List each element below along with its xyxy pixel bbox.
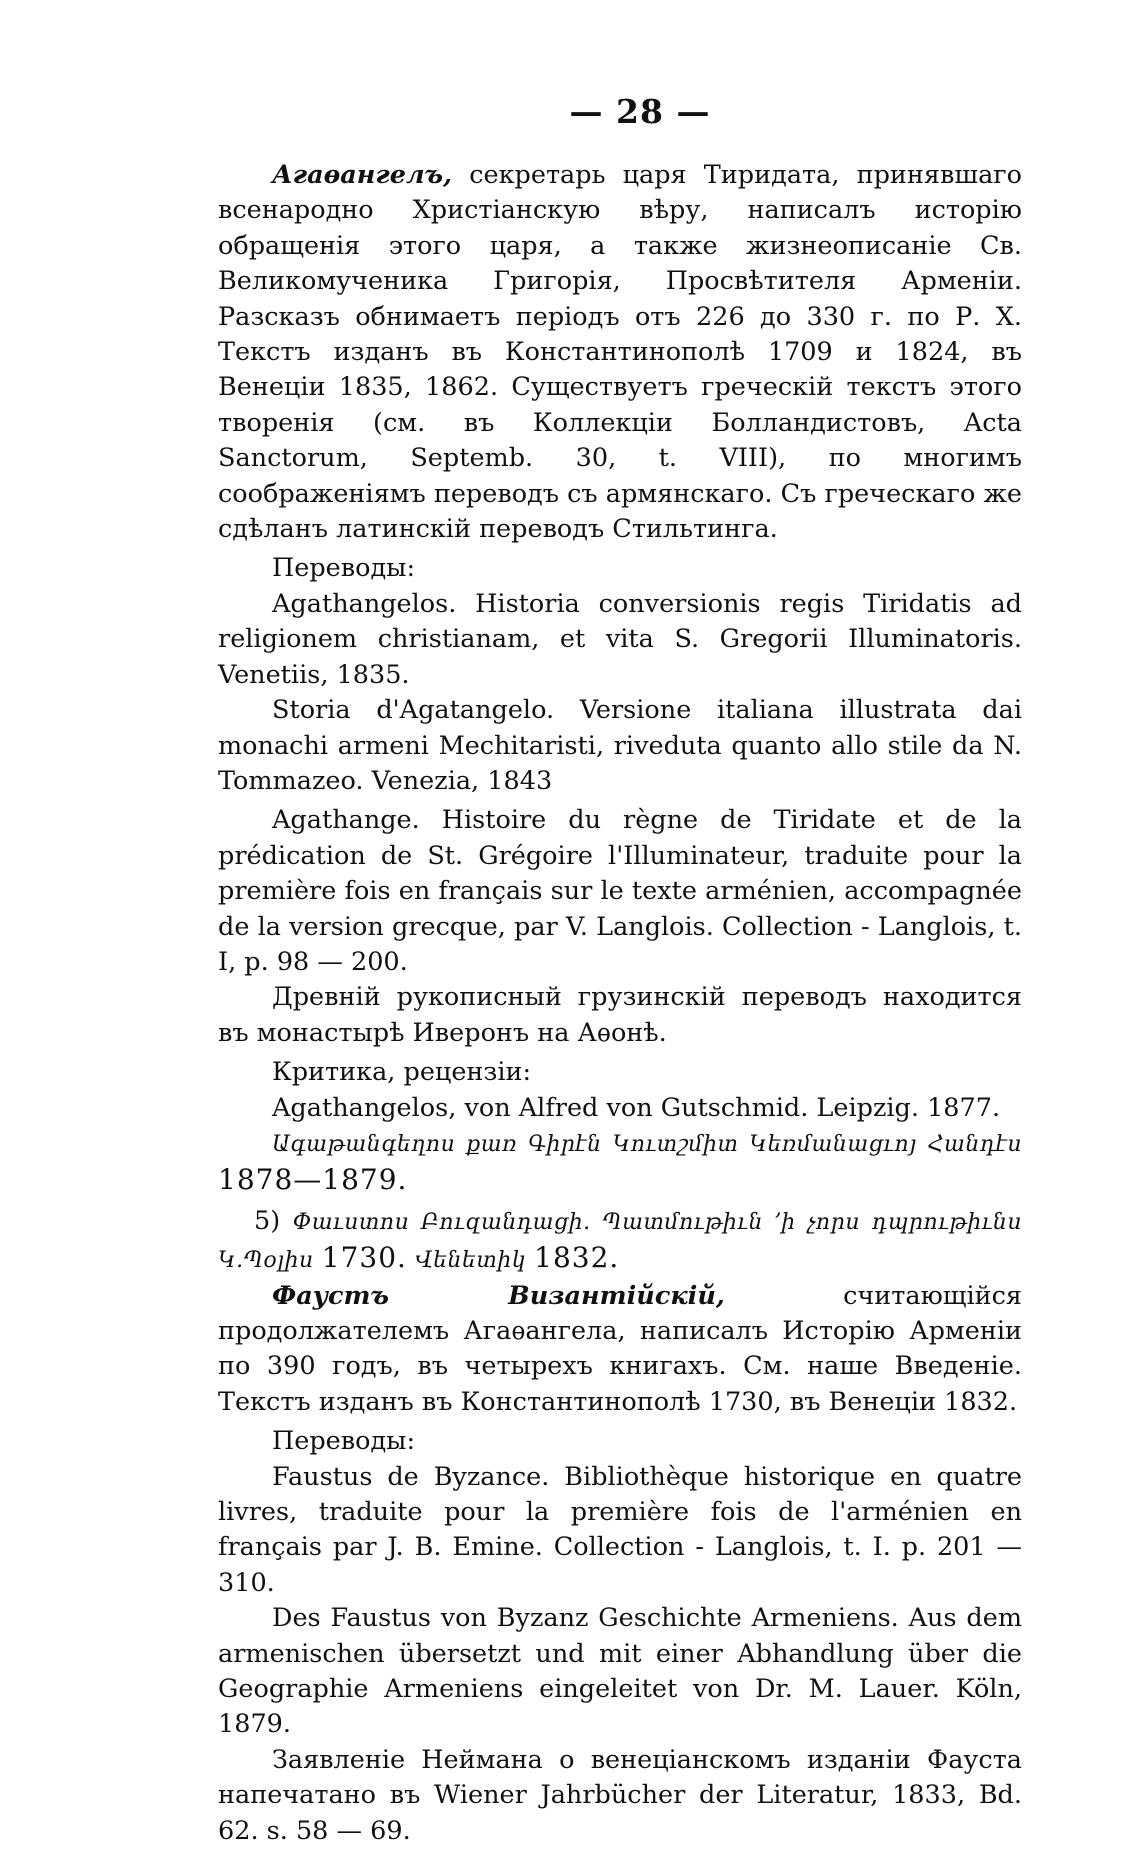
agathangel-entry xyxy=(218,158,1022,547)
armenian-reference xyxy=(218,1126,1022,1200)
footnote-year-2: 1832. xyxy=(534,1241,620,1275)
criticism-heading: Критика, рецензіи: xyxy=(272,1057,532,1088)
faust-french: Faustus de Byzance. Bibliothèque historique en quatre livres, traduite pour la première fois de l'arménien en français par J. B. Emine. Collection - Langlois, t. I. p. 201 — 310. xyxy=(218,1461,1022,1598)
armenian-reference-years: 1878—1879. xyxy=(218,1163,408,1197)
page-body xyxy=(218,158,1022,1849)
page-number: — 28 — xyxy=(569,92,711,131)
footnote xyxy=(218,1204,1022,1279)
faust-entry xyxy=(218,1279,1022,1421)
footnote-place-2: Վենետիկ xyxy=(415,1248,527,1274)
agathangel-description: секретарь царя Тиридата, принявшаго всенародно Христіанскую вѣру, написалъ исторію обращенія этого царя, а также жизнеописаніе Св. Великомученика Григорія, Просвѣтителя Арменіи. Разсказъ обнимаетъ періодъ отъ 226 до 330 г. по Р. Х. Текстъ изданъ въ Константинополѣ 1709 и 1824, въ Венеціи 1835, 1862. Существуетъ греческій текстъ этого творенія (см. въ Коллекціи Болландистовъ, Acta Sanctorum, Septemb. 30, t. VIII), по многимъ соображеніямъ переводъ съ армянскаго. Съ греческаго же сдѣланъ латинскій переводъ Стильтинга. xyxy=(218,160,1022,545)
translations-heading-1: Переводы: xyxy=(272,553,416,584)
agathangel-french: Agathange. Histoire du règne de Tiridate et de la prédication de St. Grégoire l'Illuminateur, traduite pour la première fois en français sur le texte arménien, accompagnée de la version grecque, par V. Langlois. Collection - Langlois, t. I, p. 98 — 200. xyxy=(218,805,1022,977)
armenian-reference-text: Ագաթանգեղոս քառ Գիրէն Կուտշմիտ Կեռմանացւոյ Հանդէս xyxy=(272,1131,1022,1157)
agathangel-name: Агаѳангелъ, xyxy=(272,160,453,190)
agathangel-italian: Storia d'Agatangelo. Versione italiana illustrata dai monachi armeni Mechitaristi, riveduta quanto allo stile da N. Tommazeo. Venezia, 1843 xyxy=(218,695,1022,796)
footnote-year-1: 1730. xyxy=(321,1241,407,1275)
faust-german: Des Faustus von Byzanz Geschichte Armeniens. Aus dem armenischen übersetzt und mit einer Abhandlung über die Geographie Armeniens eingeleitet von Dr. M. Lauer. Köln, 1879. xyxy=(218,1603,1022,1740)
footnote-text: Փաւստոս Բուզանդացի. Պատմութիւն ՚ի չորս դպրութիւնս xyxy=(292,1209,1023,1235)
translations-heading-2: Переводы: xyxy=(272,1426,416,1457)
footnote-place-1: Կ.Պօլիս xyxy=(218,1248,314,1274)
faust-description: считающійся продолжателемъ Агаѳангела, написалъ Исторію Арменіи по 390 годъ, въ четырехъ книгахъ. См. наше Введеніе. Текстъ изданъ въ Константинополѣ 1730, въ Венеціи 1832. xyxy=(218,1280,1022,1417)
neumann-statement: Заявленіе Неймана о венеціанскомъ изданіи Фауста напечатано въ Wiener Jahrbücher der Literatur, 1833, Bd. 62. s. 58 — 69. xyxy=(218,1744,1022,1846)
faust-name: Фаустъ Византійскій, xyxy=(272,1280,725,1311)
georgian-manuscript: Древній рукописный грузинскій переводъ находится въ монастырѣ Иверонъ на Аѳонѣ. xyxy=(218,982,1022,1048)
gutschmid-review: Agathangelos, von Alfred von Gutschmid. Leipzig. 1877. xyxy=(272,1092,1001,1123)
agathangel-latin: Agathangelos. Historia conversionis regis Tiridatis ad religionem christianam, et vita S. Gregorii Illuminatoris. Venetiis, 1835. xyxy=(218,588,1022,690)
footnote-marker: 5) xyxy=(254,1205,281,1236)
